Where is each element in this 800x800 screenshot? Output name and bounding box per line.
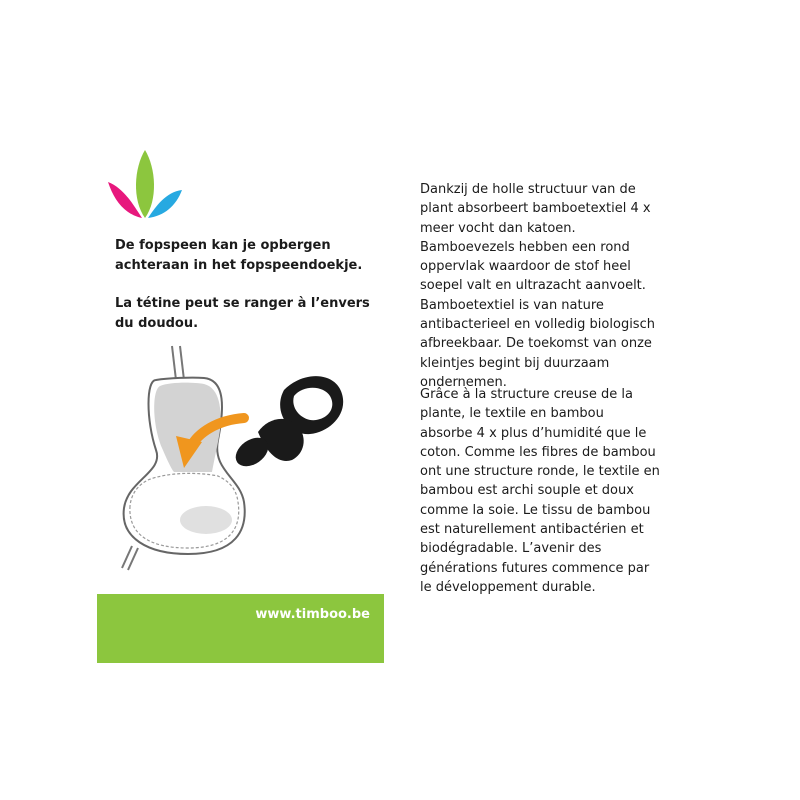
website-url[interactable]: www.timboo.be bbox=[255, 607, 370, 622]
pacifier-icon bbox=[230, 376, 343, 472]
timboo-leaf-logo-icon bbox=[106, 148, 184, 220]
description-dutch: Dankzij de holle structuur van de plant absorbeert bamboetextiel 4 x meer vocht dan katoen. Bamboevezels hebben een rond oppervlak waardoor de stof heel soepel valt en ultrazacht aanvoelt. Bamboetextiel is van nature antibacterieel en volledig biologisch afbreekbaar. De toekomst van onze kleintjes begint bij duurzaam ondernemen. bbox=[420, 182, 655, 390]
intro-dutch: De fopspeen kan je opbergen achteraan in het fopspeendoekje. bbox=[115, 238, 363, 273]
pacifier-storage-illustration bbox=[108, 340, 368, 580]
description-french: Grâce à la structure creuse de la plante, le textile en bambou absorbe 4 x plus d’humidité que le coton. Comme les fibres de bambou ont une structure ronde, le textile en bambou est archi souple et doux comme la soie. Le tissu de bambou est naturellement antibactérien et biodégradable. L’avenir des générations futures commence par le développement durable. bbox=[420, 387, 660, 595]
green-leaf-icon bbox=[136, 150, 154, 218]
website-banner bbox=[97, 594, 384, 663]
intro-french: La tétine peut se ranger à l’envers du doudou. bbox=[115, 296, 370, 331]
